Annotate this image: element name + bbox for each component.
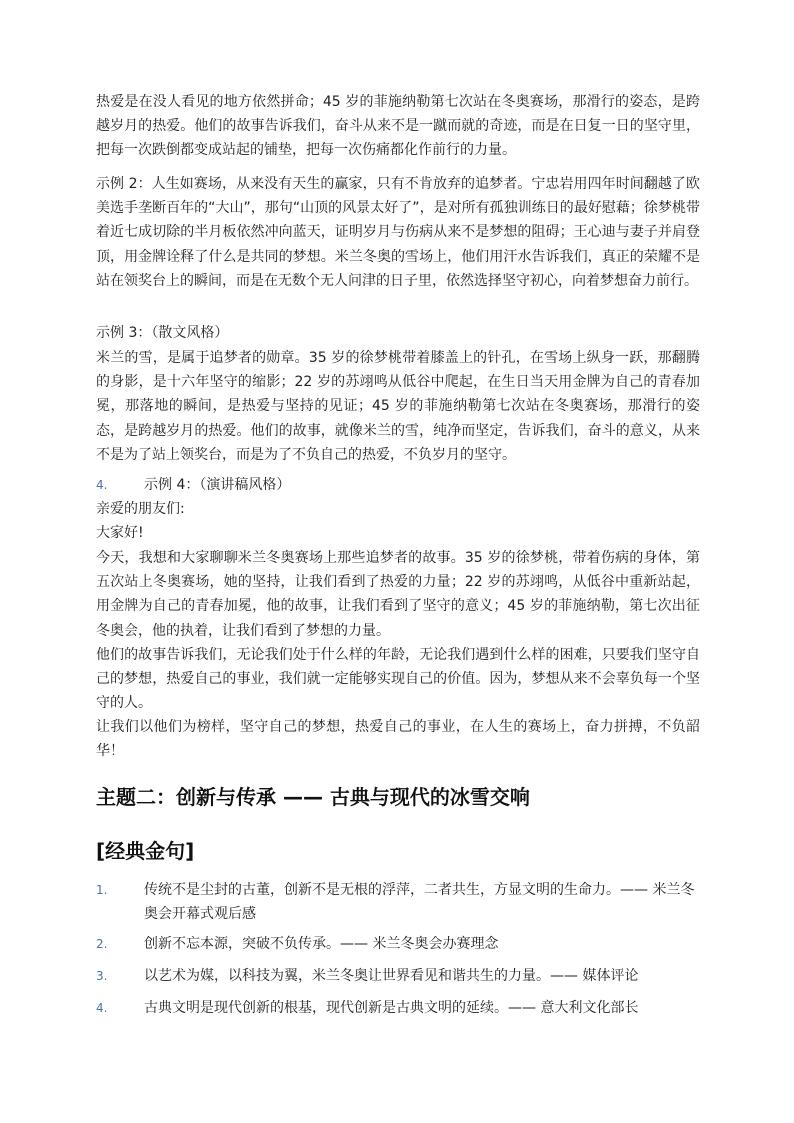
section-heading-theme-2: 主题二：创新与传承 —— 古典与现代的冰雪交响 xyxy=(96,785,530,809)
example-3-title: 示例 3：（散文风格） xyxy=(96,325,229,341)
list-number: 4. xyxy=(96,1001,108,1015)
paragraph-passion: 热爱是在没人看见的地方依然拼命；45 岁的菲施纳勒第七次站在冬奥赛场，那滑行的姿态，是跨越岁月的热爱。他们的故事告诉我们，奋斗从来不是一蹴而就的奇迹，而是在日复一日的坚守里，把每一次跌倒都变成站起的铺垫，把每一次伤痛都化作前行的力量。 xyxy=(96,94,700,159)
quote-text: 创新不忘本源，突破不负传承。—— 米兰冬奥会办赛理念 xyxy=(144,936,499,952)
list-number: 1. xyxy=(96,883,108,897)
example-4-title-line xyxy=(96,474,290,496)
speech-paragraph-2: 他们的故事告诉我们，无论我们处于什么样的年龄，无论我们遇到什么样的困难，只要我们坚守自己的梦想，热爱自己的事业，我们就一定能够实现自己的价值。因为，梦想从来不会辜负每一个坚守的人。 xyxy=(96,647,700,712)
list-number: 4. xyxy=(96,478,108,492)
list-item xyxy=(96,964,700,988)
example-4-title: 示例 4：（演讲稿风格） xyxy=(144,477,291,493)
list-item xyxy=(96,932,700,956)
subheading-classic-quotes: [经典金句] xyxy=(96,839,195,863)
example-2-paragraph: 示例 2：人生如赛场，从来没有天生的赢家，只有不肯放弃的追梦者。宁忠岩用四年时间翻越了欧美选手垄断百年的“大山”，那句“山顶的风景太好了”，是对所有孤独训练日的最好慰藉；徐梦桃带着近七成切除的半月板依然冲向蓝天，证明岁月与伤病从来不是梦想的阻碍；王心迪与妻子并肩登顶，用金牌诠释了什么是共同的梦想。米兰冬奥的雪场上，他们用汗水告诉我们，真正的荣耀不是站在领奖台上的瞬间，而是在无数个无人问津的日子里，依然选择坚守初心，向着梦想奋力前行。 xyxy=(96,176,700,289)
speech-hello: 大家好! xyxy=(96,525,144,541)
speech-paragraph-3: 让我们以他们为榜样，坚守自己的梦想，热爱自己的事业，在人生的赛场上，奋力拼搏，不负韶华！ xyxy=(96,719,700,760)
speech-greeting: 亲爱的朋友们: xyxy=(96,501,185,517)
list-number: 3. xyxy=(96,969,108,983)
quote-text: 古典文明是现代创新的根基，现代创新是古典文明的延续。—— 意大利文化部长 xyxy=(144,1000,639,1016)
list-number: 2. xyxy=(96,937,108,951)
example-3-paragraph: 米兰的雪，是属于追梦者的勋章。35 岁的徐梦桃带着膝盖上的针孔，在雪场上纵身一跃，那翻腾的身影，是十六年坚守的缩影；22 岁的苏翊鸣从低谷中爬起，在生日当天用金牌为自己的青春加冕，那落地的瞬间，是热爱与坚持的见证；45 岁的菲施纳勒第七次站在冬奥赛场，那滑行的姿态，是跨越岁月的热爱。他们的故事，就像米兰的雪，纯净而坚定，告诉我们，奋斗的意义，从来不是为了站上领奖台，而是为了不负自己的热爱，不负岁月的坚守。 xyxy=(96,350,700,463)
list-item xyxy=(96,996,700,1020)
list-item xyxy=(96,878,700,926)
speech-paragraph-1: 今天，我想和大家聊聊米兰冬奥赛场上那些追梦者的故事。35 岁的徐梦桃，带着伤病的身体，第五次站上冬奥赛场，她的坚持，让我们看到了热爱的力量；22 岁的苏翊鸣，从低谷中重新站起，用金牌为自己的青春加冕，他的故事，让我们看到了坚守的意义；45 岁的菲施纳勒，第七次出征冬奥会，他的执着，让我们看到了梦想的力量。 xyxy=(96,550,700,639)
quote-text: 传统不是尘封的古董，创新不是无根的浮萍，二者共生，方显文明的生命力。—— 米兰冬奥会开幕式观后感 xyxy=(144,882,695,922)
quote-text: 以艺术为媒，以科技为翼，米兰冬奥让世界看见和谐共生的力量。—— 媒体评论 xyxy=(144,968,639,984)
